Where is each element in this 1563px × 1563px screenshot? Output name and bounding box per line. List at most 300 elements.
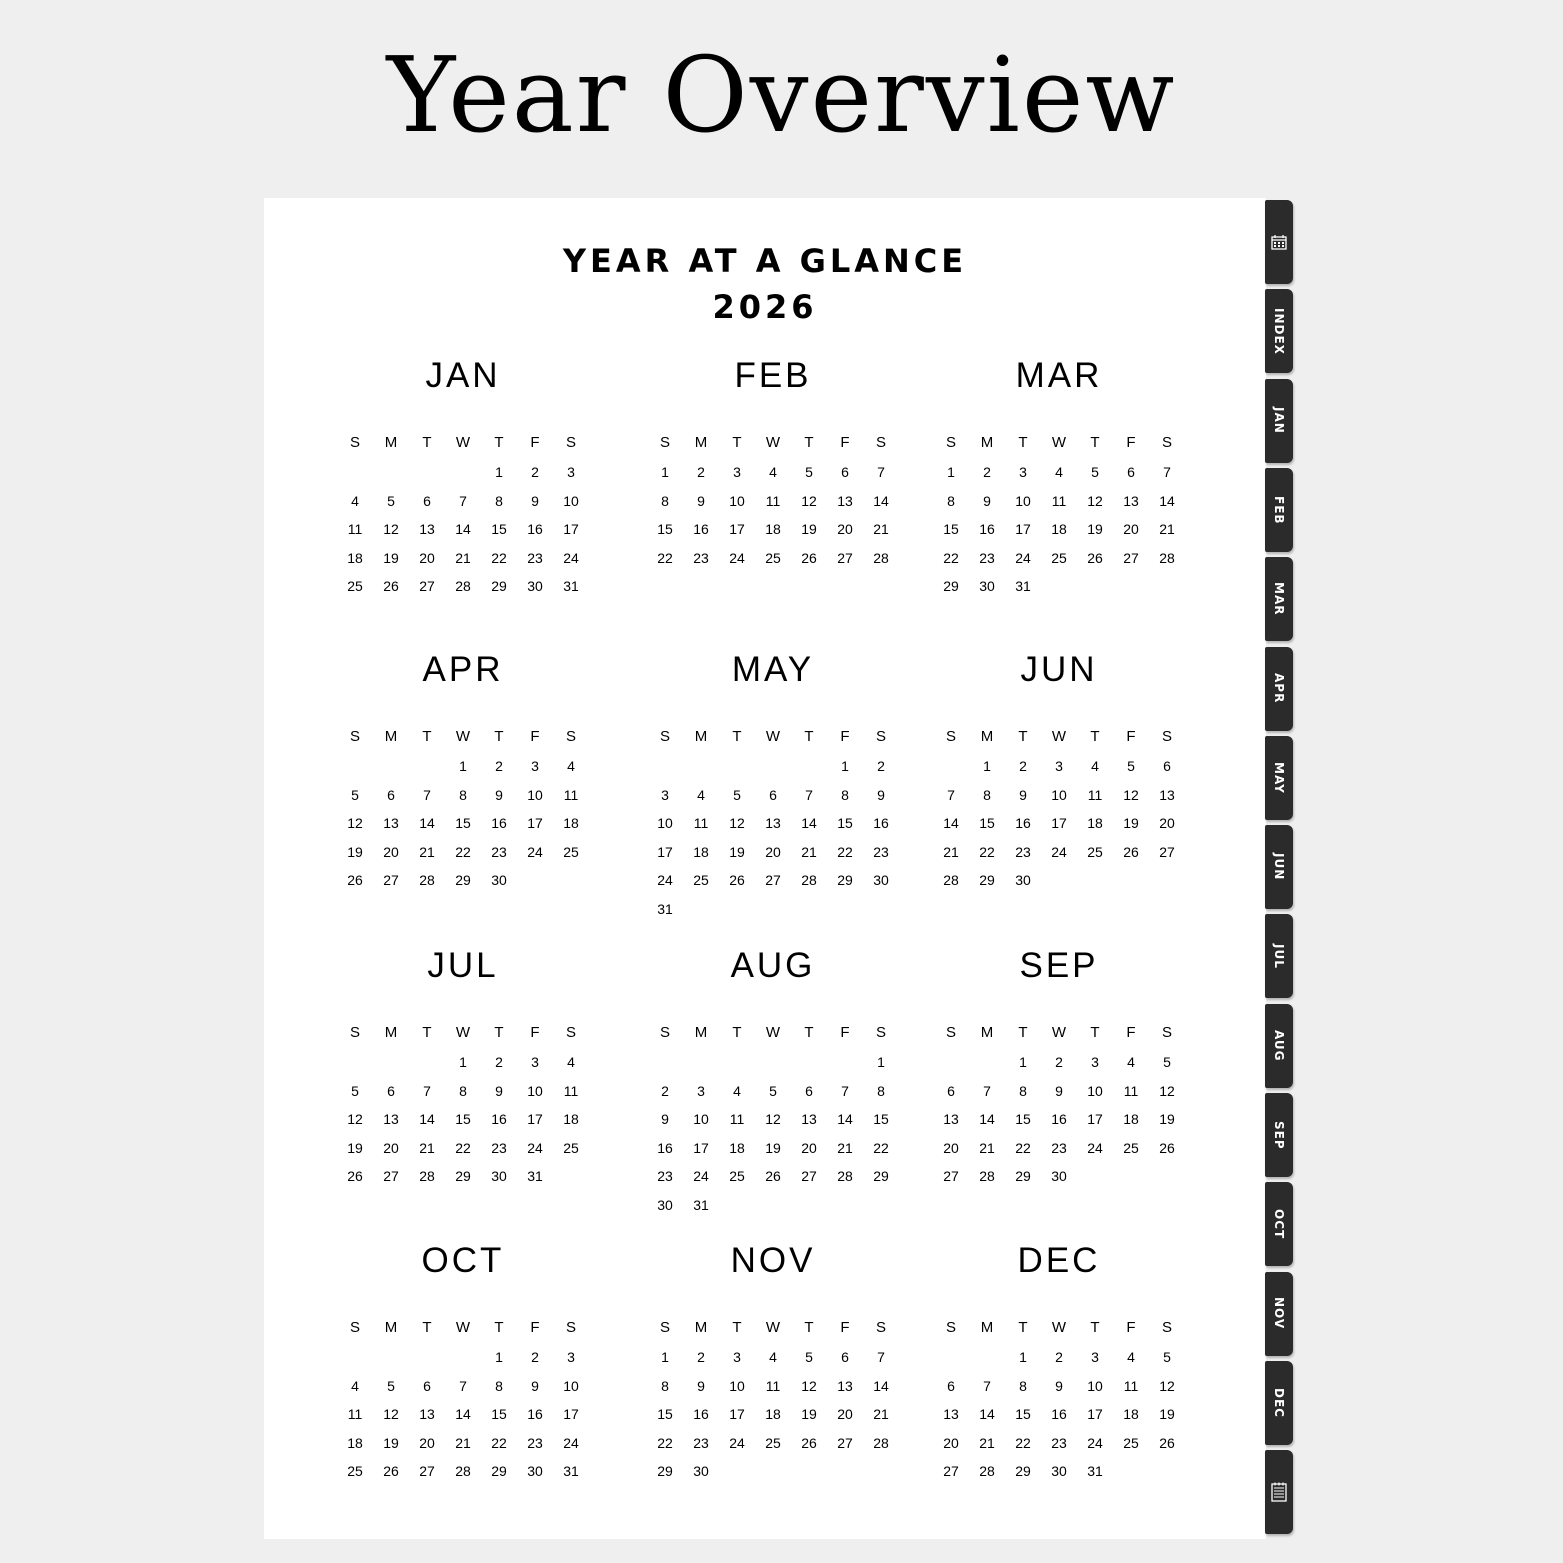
day-cell: 23 xyxy=(1051,1139,1067,1156)
tab-label: SEP xyxy=(1272,1120,1286,1150)
tab-mar[interactable] xyxy=(1265,557,1293,641)
week-row xyxy=(337,1343,589,1372)
weekday-label: W xyxy=(1051,1319,1067,1336)
day-cell: 25 xyxy=(1123,1139,1139,1156)
empty-cell xyxy=(553,1162,589,1191)
day-cell: 3 xyxy=(1091,1349,1099,1365)
month-nov xyxy=(647,1241,899,1486)
day-cell: 22 xyxy=(1015,1139,1031,1156)
day-cell: 17 xyxy=(1015,521,1031,538)
day-cell: 3 xyxy=(567,1349,575,1365)
day-cell: 28 xyxy=(1159,549,1175,566)
day-cell: 21 xyxy=(1159,521,1175,538)
day-cell: 10 xyxy=(1051,786,1067,803)
empty-cell xyxy=(969,1343,1005,1372)
day-cell: 26 xyxy=(347,1168,363,1185)
day-cell: 27 xyxy=(943,1168,959,1185)
day-cell: 7 xyxy=(983,1377,991,1394)
weekday-label: S xyxy=(349,1319,360,1336)
week-row xyxy=(647,544,899,573)
day-cell: 5 xyxy=(1163,1054,1171,1070)
empty-cell xyxy=(1077,572,1113,601)
month-name: SEP xyxy=(1019,946,1099,985)
day-cell: 18 xyxy=(1123,1406,1139,1423)
day-cell: 23 xyxy=(527,549,543,566)
day-cell: 30 xyxy=(1051,1168,1067,1185)
day-cell: 29 xyxy=(1015,1168,1031,1185)
day-cell: 3 xyxy=(733,464,741,480)
day-cell: 9 xyxy=(697,492,705,509)
day-cell: 30 xyxy=(979,578,995,595)
day-cell: 28 xyxy=(979,1168,995,1185)
day-cell: 24 xyxy=(657,872,673,889)
day-cell: 14 xyxy=(419,1111,435,1128)
day-cell: 4 xyxy=(1055,464,1063,480)
day-cell: 8 xyxy=(459,1082,467,1099)
tab-jun[interactable] xyxy=(1265,825,1293,909)
week-row xyxy=(337,1162,589,1191)
day-cell: 21 xyxy=(455,1434,471,1451)
day-cell: 4 xyxy=(1091,758,1099,774)
week-row xyxy=(933,752,1185,781)
day-cell: 13 xyxy=(837,492,853,509)
weekday-label: S xyxy=(659,434,670,451)
week-row xyxy=(337,752,589,781)
day-cell: 9 xyxy=(983,492,991,509)
day-cell: 22 xyxy=(1015,1434,1031,1451)
week-row xyxy=(337,781,589,810)
day-cell: 18 xyxy=(693,843,709,860)
day-cell: 19 xyxy=(801,521,817,538)
day-cell: 30 xyxy=(657,1196,673,1213)
day-cell: 29 xyxy=(491,578,507,595)
weekday-header xyxy=(933,1313,1185,1343)
weekday-label: F xyxy=(530,1319,540,1336)
empty-cell xyxy=(1041,866,1077,895)
weekday-label: M xyxy=(980,434,994,451)
empty-cell xyxy=(337,752,373,781)
day-cell: 10 xyxy=(657,815,673,832)
month-mar xyxy=(933,356,1185,601)
tab-dec[interactable] xyxy=(1265,1361,1293,1445)
day-cell: 7 xyxy=(459,492,467,509)
weekday-header xyxy=(933,722,1185,752)
weekday-label: W xyxy=(765,1024,781,1041)
day-cell: 8 xyxy=(661,492,669,509)
week-row xyxy=(647,1191,899,1220)
weekday-label: W xyxy=(765,1319,781,1336)
day-cell: 10 xyxy=(1087,1377,1103,1394)
day-cell: 1 xyxy=(947,464,955,480)
day-cell: 25 xyxy=(765,549,781,566)
day-cell: 24 xyxy=(729,1434,745,1451)
weekday-label: T xyxy=(732,1024,742,1041)
day-cell: 22 xyxy=(657,1434,673,1451)
week-row xyxy=(933,1077,1185,1106)
day-cell: 1 xyxy=(459,1054,467,1070)
day-cell: 25 xyxy=(1087,843,1103,860)
day-cell: 1 xyxy=(877,1054,885,1070)
day-cell: 14 xyxy=(801,815,817,832)
day-cell: 3 xyxy=(661,786,669,803)
day-cell: 28 xyxy=(455,578,471,595)
day-cell: 28 xyxy=(801,872,817,889)
day-cell: 21 xyxy=(419,843,435,860)
day-cell: 11 xyxy=(347,1406,363,1423)
day-cell: 31 xyxy=(1087,1463,1103,1480)
weekday-label: M xyxy=(384,1319,398,1336)
empty-cell xyxy=(863,895,899,924)
day-cell: 24 xyxy=(527,843,543,860)
weekday-label: T xyxy=(1090,728,1100,745)
day-cell: 14 xyxy=(1159,492,1175,509)
tab-apr[interactable] xyxy=(1265,647,1293,731)
weekday-label: W xyxy=(1051,434,1067,451)
week-row xyxy=(647,752,899,781)
day-cell: 15 xyxy=(657,1406,673,1423)
day-cell: 15 xyxy=(455,815,471,832)
day-cell: 18 xyxy=(765,1406,781,1423)
month-name: MAY xyxy=(731,650,815,689)
day-cell: 14 xyxy=(873,1377,889,1394)
tab-feb[interactable] xyxy=(1265,468,1293,552)
day-cell: 10 xyxy=(729,492,745,509)
tab-label: JUN xyxy=(1272,853,1286,881)
day-cell: 7 xyxy=(459,1377,467,1394)
day-cell: 20 xyxy=(837,521,853,538)
month-sep xyxy=(933,946,1185,1191)
tab-sep[interactable] xyxy=(1265,1093,1293,1177)
day-cell: 21 xyxy=(943,843,959,860)
empty-cell xyxy=(1041,572,1077,601)
day-cell: 21 xyxy=(979,1434,995,1451)
day-cell: 27 xyxy=(383,872,399,889)
day-cell: 21 xyxy=(419,1139,435,1156)
empty-cell xyxy=(647,1048,683,1077)
day-cell: 20 xyxy=(383,1139,399,1156)
day-cell: 12 xyxy=(801,1377,817,1394)
planner-page xyxy=(264,198,1266,1539)
day-cell: 26 xyxy=(347,872,363,889)
day-cell: 19 xyxy=(765,1139,781,1156)
weekday-label: S xyxy=(349,434,360,451)
empty-cell xyxy=(933,1048,969,1077)
day-cell: 8 xyxy=(1019,1377,1027,1394)
day-cell: 12 xyxy=(1123,786,1139,803)
day-cell: 17 xyxy=(657,843,673,860)
weekday-header xyxy=(337,1313,589,1343)
day-cell: 2 xyxy=(877,758,885,774)
month-oct xyxy=(337,1241,589,1486)
empty-cell xyxy=(1113,572,1149,601)
week-row xyxy=(647,1048,899,1077)
week-row xyxy=(647,1343,899,1372)
day-cell: 13 xyxy=(383,1111,399,1128)
weekday-label: S xyxy=(565,434,576,451)
day-cell: 15 xyxy=(491,1406,507,1423)
day-cell: 4 xyxy=(769,1349,777,1365)
tab-calendar[interactable] xyxy=(1265,200,1293,284)
day-cell: 10 xyxy=(563,492,579,509)
day-cell: 16 xyxy=(527,521,543,538)
day-cell: 30 xyxy=(527,578,543,595)
day-cell: 29 xyxy=(837,872,853,889)
weekday-label: W xyxy=(455,728,471,745)
day-cell: 13 xyxy=(1159,786,1175,803)
day-cell: 13 xyxy=(383,815,399,832)
day-cell: 31 xyxy=(527,1168,543,1185)
weekday-label: T xyxy=(422,434,432,451)
weekday-label: M xyxy=(694,728,708,745)
calendar-icon xyxy=(1271,234,1287,250)
day-cell: 29 xyxy=(979,872,995,889)
day-cell: 19 xyxy=(383,1434,399,1451)
tab-jan[interactable] xyxy=(1265,379,1293,463)
day-cell: 24 xyxy=(693,1168,709,1185)
day-cell: 17 xyxy=(527,815,543,832)
day-cell: 7 xyxy=(841,1082,849,1099)
day-cell: 9 xyxy=(877,786,885,803)
day-cell: 2 xyxy=(697,1349,705,1365)
empty-cell xyxy=(373,1048,409,1077)
day-cell: 24 xyxy=(1087,1139,1103,1156)
week-row xyxy=(647,1105,899,1134)
tab-index[interactable] xyxy=(1265,289,1293,373)
day-cell: 16 xyxy=(979,521,995,538)
week-row xyxy=(337,1134,589,1163)
weekday-header xyxy=(647,722,899,752)
empty-cell xyxy=(827,1457,863,1486)
day-cell: 3 xyxy=(567,464,575,480)
week-row xyxy=(337,544,589,573)
day-cell: 14 xyxy=(419,815,435,832)
weekday-label: T xyxy=(732,1319,742,1336)
day-cell: 16 xyxy=(491,1111,507,1128)
month-name: MAR xyxy=(1015,356,1103,395)
month-name: APR xyxy=(422,650,504,689)
day-cell: 20 xyxy=(419,549,435,566)
month-jun xyxy=(933,650,1185,895)
day-cell: 19 xyxy=(1123,815,1139,832)
empty-cell xyxy=(1113,866,1149,895)
day-cell: 23 xyxy=(979,549,995,566)
day-cell: 16 xyxy=(693,1406,709,1423)
day-cell: 23 xyxy=(1015,843,1031,860)
day-cell: 5 xyxy=(1091,464,1099,480)
day-cell: 19 xyxy=(1159,1406,1175,1423)
month-name: FEB xyxy=(734,356,812,395)
weekday-label: T xyxy=(732,728,742,745)
empty-cell xyxy=(1149,572,1185,601)
tab-nov[interactable] xyxy=(1265,1272,1293,1356)
day-cell: 2 xyxy=(1055,1349,1063,1365)
week-row xyxy=(647,458,899,487)
weekday-label: T xyxy=(422,1024,432,1041)
day-cell: 7 xyxy=(947,786,955,803)
day-cell: 29 xyxy=(455,1168,471,1185)
week-row xyxy=(647,1134,899,1163)
month-aug xyxy=(647,946,899,1220)
week-row xyxy=(647,866,899,895)
day-cell: 21 xyxy=(979,1139,995,1156)
day-cell: 31 xyxy=(693,1196,709,1213)
day-cell: 7 xyxy=(423,1082,431,1099)
weekday-label: T xyxy=(804,728,814,745)
empty-cell xyxy=(719,1191,755,1220)
day-cell: 5 xyxy=(1127,758,1135,774)
empty-cell xyxy=(1113,1457,1149,1486)
empty-cell xyxy=(683,895,719,924)
empty-cell xyxy=(719,895,755,924)
week-row xyxy=(337,809,589,838)
day-cell: 25 xyxy=(563,1139,579,1156)
day-cell: 17 xyxy=(693,1139,709,1156)
day-cell: 14 xyxy=(873,492,889,509)
empty-cell xyxy=(719,1048,755,1077)
day-cell: 6 xyxy=(947,1082,955,1099)
week-row xyxy=(337,1457,589,1486)
weekday-label: T xyxy=(1018,728,1028,745)
tab-label: MAR xyxy=(1272,582,1286,616)
tab-may[interactable] xyxy=(1265,736,1293,820)
weekday-label: M xyxy=(694,1319,708,1336)
day-cell: 23 xyxy=(527,1434,543,1451)
weekday-label: S xyxy=(875,1024,886,1041)
day-cell: 16 xyxy=(491,815,507,832)
day-cell: 4 xyxy=(1127,1349,1135,1365)
week-row xyxy=(933,1429,1185,1458)
weekday-label: S xyxy=(875,434,886,451)
day-cell: 2 xyxy=(1055,1054,1063,1070)
empty-cell xyxy=(1077,1162,1113,1191)
day-cell: 11 xyxy=(563,1082,579,1099)
day-cell: 14 xyxy=(943,815,959,832)
day-cell: 10 xyxy=(729,1377,745,1394)
empty-cell xyxy=(791,1048,827,1077)
tab-jul[interactable] xyxy=(1265,914,1293,998)
weekday-label: S xyxy=(945,728,956,745)
weekday-label: T xyxy=(804,1024,814,1041)
day-cell: 31 xyxy=(563,578,579,595)
tab-aug[interactable] xyxy=(1265,1004,1293,1088)
day-cell: 14 xyxy=(455,1406,471,1423)
day-cell: 24 xyxy=(563,1434,579,1451)
day-cell: 1 xyxy=(841,758,849,774)
day-cell: 20 xyxy=(765,843,781,860)
day-cell: 16 xyxy=(873,815,889,832)
day-cell: 17 xyxy=(729,521,745,538)
week-row xyxy=(337,458,589,487)
day-cell: 20 xyxy=(1159,815,1175,832)
day-cell: 22 xyxy=(837,843,853,860)
day-cell: 20 xyxy=(943,1434,959,1451)
week-row xyxy=(337,572,589,601)
weekday-label: T xyxy=(804,1319,814,1336)
day-cell: 2 xyxy=(531,1349,539,1365)
day-cell: 30 xyxy=(873,872,889,889)
tab-label: APR xyxy=(1272,673,1286,704)
day-cell: 3 xyxy=(531,758,539,774)
week-row xyxy=(933,487,1185,516)
day-cell: 29 xyxy=(873,1168,889,1185)
week-row xyxy=(933,838,1185,867)
week-row xyxy=(933,1048,1185,1077)
weekday-label: T xyxy=(804,434,814,451)
day-cell: 15 xyxy=(491,521,507,538)
month-jul xyxy=(337,946,589,1191)
year-label: 2026 xyxy=(712,288,818,326)
week-row xyxy=(933,1343,1185,1372)
day-cell: 11 xyxy=(693,815,709,832)
month-dec xyxy=(933,1241,1185,1486)
day-cell: 1 xyxy=(495,1349,503,1365)
day-cell: 27 xyxy=(837,549,853,566)
day-cell: 8 xyxy=(459,786,467,803)
weekday-label: M xyxy=(384,1024,398,1041)
empty-cell xyxy=(969,1048,1005,1077)
day-cell: 20 xyxy=(419,1434,435,1451)
month-name: JAN xyxy=(425,356,501,395)
tab-label: INDEX xyxy=(1272,307,1286,355)
tab-notes[interactable] xyxy=(1265,1450,1293,1534)
day-cell: 31 xyxy=(657,900,673,917)
day-cell: 9 xyxy=(531,1377,539,1394)
day-cell: 27 xyxy=(1159,843,1175,860)
empty-cell xyxy=(827,895,863,924)
day-cell: 10 xyxy=(693,1111,709,1128)
empty-cell xyxy=(755,1191,791,1220)
weekday-label: S xyxy=(1161,728,1172,745)
day-cell: 19 xyxy=(1087,521,1103,538)
day-cell: 2 xyxy=(983,464,991,480)
week-row xyxy=(337,1105,589,1134)
week-row xyxy=(337,866,589,895)
day-cell: 7 xyxy=(983,1082,991,1099)
day-cell: 28 xyxy=(837,1168,853,1185)
week-row xyxy=(337,1048,589,1077)
day-cell: 20 xyxy=(943,1139,959,1156)
weekday-label: F xyxy=(1126,1024,1136,1041)
empty-cell xyxy=(863,1457,899,1486)
day-cell: 23 xyxy=(1051,1434,1067,1451)
day-cell: 26 xyxy=(801,549,817,566)
day-cell: 21 xyxy=(873,521,889,538)
weekday-label: S xyxy=(565,1319,576,1336)
tab-oct[interactable] xyxy=(1265,1182,1293,1266)
day-cell: 26 xyxy=(383,578,399,595)
weekday-label: F xyxy=(840,728,850,745)
day-cell: 10 xyxy=(1087,1082,1103,1099)
empty-cell xyxy=(933,752,969,781)
day-cell: 11 xyxy=(729,1111,745,1128)
weekday-label: M xyxy=(980,728,994,745)
day-cell: 28 xyxy=(943,872,959,889)
week-row xyxy=(337,1077,589,1106)
day-cell: 6 xyxy=(947,1377,955,1394)
day-cell: 18 xyxy=(765,521,781,538)
day-cell: 16 xyxy=(693,521,709,538)
day-cell: 29 xyxy=(943,578,959,595)
empty-cell xyxy=(553,866,589,895)
weekday-header xyxy=(647,428,899,458)
day-cell: 13 xyxy=(943,1111,959,1128)
day-cell: 4 xyxy=(351,1377,359,1394)
empty-cell xyxy=(409,1343,445,1372)
day-cell: 30 xyxy=(527,1463,543,1480)
month-feb xyxy=(647,356,899,572)
day-cell: 7 xyxy=(877,1349,885,1365)
weekday-label: W xyxy=(455,1024,471,1041)
